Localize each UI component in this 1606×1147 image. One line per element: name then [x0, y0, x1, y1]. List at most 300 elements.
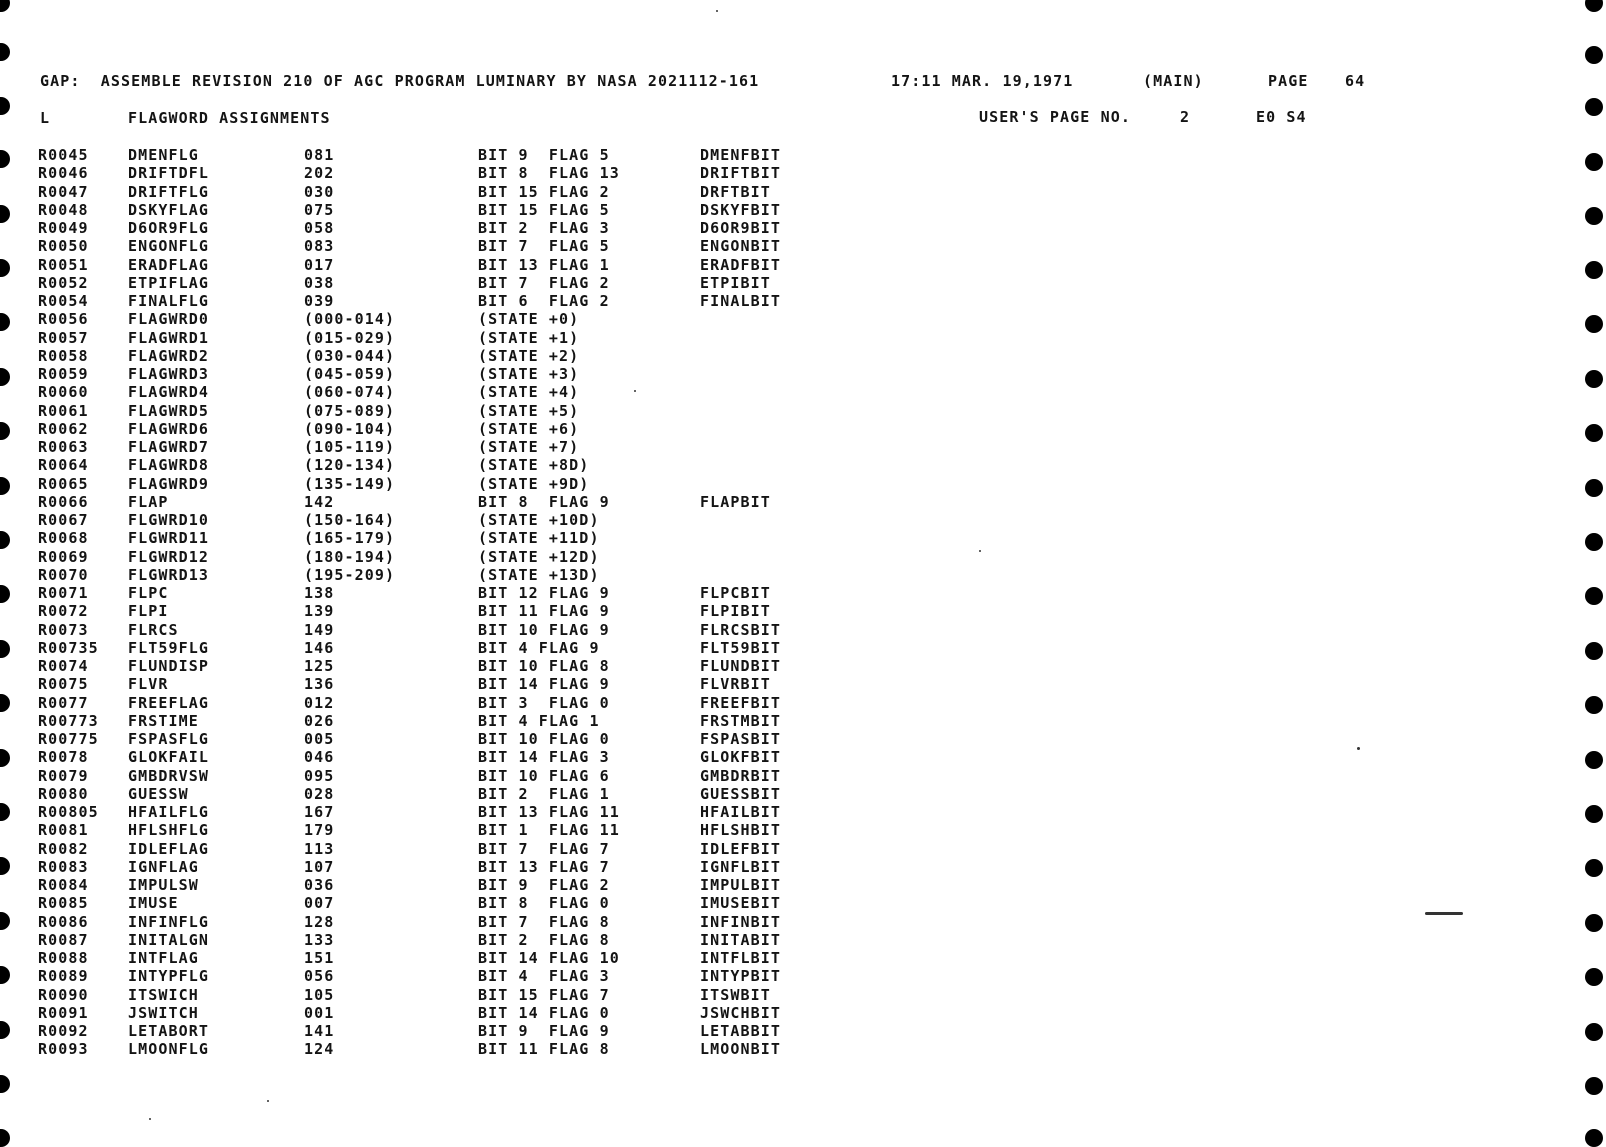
flag-name: IDLEFLAG — [128, 839, 210, 858]
bit-flag: BIT 2 FLAG 8 — [478, 930, 610, 949]
flag-name: FLRCS — [128, 620, 179, 639]
table-row — [0, 310, 1500, 328]
flag-name: FLGWRD12 — [128, 547, 210, 566]
flag-name: IMPULSW — [128, 876, 199, 894]
flag-name: FLAGWRD0 — [128, 310, 210, 329]
flag-code: 179 — [304, 821, 335, 840]
feed-hole-right — [1585, 642, 1603, 660]
edition-label: E0 S4 — [1256, 108, 1307, 126]
flag-name: FSPASFLG — [128, 730, 210, 748]
feed-hole-right — [1585, 587, 1603, 605]
flag-code: 107 — [304, 857, 335, 876]
flag-code: 136 — [304, 675, 335, 694]
flag-code: 138 — [304, 584, 335, 602]
bit-symbol: ENGONBIT — [700, 237, 782, 256]
flag-code: (120-134) — [304, 456, 396, 475]
bit-flag: BIT 7 FLAG 5 — [478, 237, 610, 256]
timestamp: 17:11 MAR. 19,1971 — [891, 72, 1074, 90]
row-id: R0056 — [38, 310, 89, 329]
flag-code: 012 — [304, 693, 335, 712]
bit-symbol: INFINBIT — [700, 912, 782, 931]
bit-flag: BIT 10 FLAG 6 — [478, 766, 610, 785]
row-id: R0090 — [38, 985, 89, 1004]
row-id: R0077 — [38, 693, 89, 712]
feed-hole-right — [1585, 914, 1603, 932]
bit-flag: BIT 10 FLAG 9 — [478, 620, 610, 639]
flag-code: (135-149) — [304, 474, 396, 493]
flag-code: 058 — [304, 219, 335, 237]
flag-name: FLAGWRD5 — [128, 401, 210, 420]
flag-code: (150-164) — [304, 511, 396, 529]
bit-symbol: FRSTMBIT — [700, 711, 782, 730]
table-row — [0, 347, 1500, 365]
flagword-table — [0, 146, 1500, 1059]
feed-hole-right — [1585, 46, 1603, 64]
bit-symbol: IGNFLBIT — [700, 857, 782, 876]
row-id: R0061 — [38, 401, 89, 420]
flag-name: FLAGWRD7 — [128, 438, 210, 456]
flag-code: 139 — [304, 602, 335, 621]
row-id: R0062 — [38, 419, 89, 438]
bit-flag: BIT 10 FLAG 0 — [478, 730, 610, 748]
table-row — [0, 511, 1500, 529]
table-row — [0, 730, 1500, 748]
flag-code: 128 — [304, 912, 335, 931]
page-label: PAGE — [1268, 72, 1309, 90]
table-row — [0, 584, 1500, 602]
table-row — [0, 201, 1500, 219]
table-row — [0, 785, 1500, 803]
bit-flag: BIT 2 FLAG 1 — [478, 784, 610, 803]
flag-name: INTFLAG — [128, 949, 199, 967]
flag-code: (195-209) — [304, 565, 396, 584]
users-page-label: USER'S PAGE NO. — [979, 108, 1131, 126]
feed-hole-right — [1585, 153, 1603, 171]
bit-symbol: INITABIT — [700, 930, 782, 949]
bit-symbol: FLUNDBIT — [700, 657, 782, 675]
bit-symbol: FLPIBIT — [700, 602, 771, 621]
flag-name: ETPIFLAG — [128, 273, 210, 292]
flag-code: 095 — [304, 766, 335, 785]
row-id: R0085 — [38, 894, 89, 913]
flag-name: ERADFLAG — [128, 255, 210, 274]
table-row — [0, 237, 1500, 255]
bit-flag: BIT 11 FLAG 9 — [478, 602, 610, 621]
bit-symbol: IMUSEBIT — [700, 894, 782, 913]
bit-flag: BIT 4 FLAG 9 — [478, 638, 600, 657]
flag-name: FLAGWRD3 — [128, 365, 210, 383]
row-id: R0091 — [38, 1003, 89, 1022]
table-row — [0, 529, 1500, 547]
feed-hole-right — [1585, 805, 1603, 823]
paper-speck — [149, 1118, 151, 1120]
flag-code: 149 — [304, 620, 335, 639]
feed-hole-right — [1585, 533, 1603, 551]
bit-flag: (STATE +2) — [478, 346, 580, 365]
table-row — [0, 657, 1500, 675]
flag-code: 030 — [304, 182, 335, 201]
flag-name: FLPC — [128, 584, 169, 602]
table-row — [0, 602, 1500, 620]
bit-flag: (STATE +7) — [478, 438, 580, 456]
bit-symbol: LETABBIT — [700, 1022, 782, 1040]
row-id: R00735 — [38, 638, 99, 657]
bit-flag: BIT 14 FLAG 9 — [478, 675, 610, 694]
flag-name: FLPI — [128, 602, 169, 621]
flag-name: LETABORT — [128, 1022, 210, 1040]
flag-name: FLAGWRD9 — [128, 474, 210, 493]
row-id: R0079 — [38, 766, 89, 785]
flag-name: INFINFLG — [128, 912, 210, 931]
feed-hole-right — [1585, 315, 1603, 333]
flag-name: ITSWICH — [128, 985, 199, 1004]
table-row — [0, 675, 1500, 693]
flag-name: D6OR9FLG — [128, 219, 210, 237]
flag-code: 151 — [304, 949, 335, 967]
flag-name: FLAP — [128, 492, 169, 511]
table-row — [0, 365, 1500, 383]
bit-flag: BIT 7 FLAG 2 — [478, 273, 610, 292]
bit-flag: BIT 4 FLAG 3 — [478, 967, 610, 986]
section-label: (MAIN) — [1143, 72, 1204, 90]
bit-symbol: GUESSBIT — [700, 784, 782, 803]
page-number: 64 — [1345, 72, 1366, 90]
flag-code: 028 — [304, 784, 335, 803]
flag-name: INTYPFLG — [128, 967, 210, 986]
row-id: R00773 — [38, 711, 99, 730]
table-row — [0, 931, 1500, 949]
flag-code: 202 — [304, 164, 335, 183]
row-id: R0068 — [38, 529, 89, 548]
bit-symbol: LMOONBIT — [700, 1040, 782, 1059]
flag-name: FLAGWRD6 — [128, 419, 210, 438]
bit-flag: (STATE +0) — [478, 310, 580, 329]
table-row — [0, 164, 1500, 182]
flag-code: (075-089) — [304, 401, 396, 420]
bit-flag: BIT 3 FLAG 0 — [478, 693, 610, 712]
bit-symbol: ETPIBIT — [700, 273, 771, 292]
bit-flag: (STATE +4) — [478, 383, 580, 402]
table-row — [0, 821, 1500, 839]
bit-flag: BIT 13 FLAG 1 — [478, 255, 610, 274]
bit-symbol: IDLEFBIT — [700, 839, 782, 858]
table-row — [0, 1040, 1500, 1058]
table-row — [0, 146, 1500, 164]
feed-hole-right — [1585, 1077, 1603, 1095]
feed-hole-left — [0, 1075, 10, 1093]
flag-name: GLOKFAIL — [128, 748, 210, 767]
flag-code: 001 — [304, 1003, 335, 1022]
table-row — [0, 639, 1500, 657]
row-id: R0057 — [38, 328, 89, 347]
flag-code: 146 — [304, 638, 335, 657]
table-row — [0, 548, 1500, 566]
bit-flag: BIT 10 FLAG 8 — [478, 657, 610, 675]
table-row — [0, 383, 1500, 401]
feed-hole-right — [1585, 968, 1603, 986]
row-id: R0047 — [38, 182, 89, 201]
flag-code: (090-104) — [304, 419, 396, 438]
table-row — [0, 475, 1500, 493]
bit-flag: BIT 6 FLAG 2 — [478, 292, 610, 310]
table-row — [0, 986, 1500, 1004]
bit-flag: (STATE +12D) — [478, 547, 600, 566]
table-row — [0, 767, 1500, 785]
bit-flag: BIT 13 FLAG 7 — [478, 857, 610, 876]
bit-symbol: DRFTBIT — [700, 182, 771, 201]
flag-name: GUESSW — [128, 784, 189, 803]
row-id: R0059 — [38, 365, 89, 383]
bit-flag: BIT 15 FLAG 5 — [478, 200, 610, 219]
bit-flag: (STATE +3) — [478, 365, 580, 383]
listing-marker: L — [40, 109, 51, 127]
flag-name: FINALFLG — [128, 292, 210, 310]
flag-name: ENGONFLG — [128, 237, 210, 256]
table-row — [0, 1004, 1500, 1022]
bit-symbol: FREEFBIT — [700, 693, 782, 712]
table-row — [0, 876, 1500, 894]
row-id: R0052 — [38, 273, 89, 292]
table-row — [0, 694, 1500, 712]
flag-code: 017 — [304, 255, 335, 274]
flag-code: 039 — [304, 292, 335, 310]
feed-hole-right — [1585, 370, 1603, 388]
table-row — [0, 493, 1500, 511]
row-id: R0089 — [38, 967, 89, 986]
bit-flag: BIT 15 FLAG 2 — [478, 182, 610, 201]
bit-flag: BIT 14 FLAG 10 — [478, 949, 620, 967]
bit-symbol: HFAILBIT — [700, 803, 782, 821]
feed-hole-left — [0, 1129, 10, 1147]
table-row — [0, 712, 1500, 730]
bit-symbol: ERADFBIT — [700, 255, 782, 274]
bit-flag: (STATE +11D) — [478, 529, 600, 548]
row-id: R0072 — [38, 602, 89, 621]
flag-code: (030-044) — [304, 346, 396, 365]
bit-flag: BIT 7 FLAG 7 — [478, 839, 610, 858]
flag-name: DRIFTDFL — [128, 164, 210, 183]
flag-code: 007 — [304, 894, 335, 913]
flag-name: FLGWRD10 — [128, 511, 210, 529]
flag-code: 075 — [304, 200, 335, 219]
bit-symbol: FLVRBIT — [700, 675, 771, 694]
paper-speck — [267, 1100, 269, 1102]
row-id: R0066 — [38, 492, 89, 511]
row-id: R0074 — [38, 657, 89, 675]
row-id: R0049 — [38, 219, 89, 237]
flag-name: IGNFLAG — [128, 857, 199, 876]
flag-code: 046 — [304, 748, 335, 767]
flag-code: (015-029) — [304, 328, 396, 347]
row-id: R0080 — [38, 784, 89, 803]
feed-hole-left — [0, 43, 10, 61]
row-id: R0063 — [38, 438, 89, 456]
table-row — [0, 913, 1500, 931]
row-id: R00775 — [38, 730, 99, 748]
flag-code: 105 — [304, 985, 335, 1004]
bit-flag: BIT 2 FLAG 3 — [478, 219, 610, 237]
row-id: R0046 — [38, 164, 89, 183]
bit-flag: BIT 14 FLAG 0 — [478, 1003, 610, 1022]
row-id: R0078 — [38, 748, 89, 767]
bit-flag: (STATE +10D) — [478, 511, 600, 529]
flag-name: FLAGWRD1 — [128, 328, 210, 347]
bit-flag: (STATE +8D) — [478, 456, 590, 475]
row-id: R0093 — [38, 1040, 89, 1059]
page-title: FLAGWORD ASSIGNMENTS — [128, 109, 331, 127]
row-id: R0048 — [38, 200, 89, 219]
bit-symbol: FLPCBIT — [700, 584, 771, 602]
feed-hole-left — [0, 0, 10, 12]
program-header: GAP: ASSEMBLE REVISION 210 OF AGC PROGRAM LUMINARY BY NASA 2021112-161 — [40, 72, 760, 90]
flag-code: 125 — [304, 657, 335, 675]
row-id: R0086 — [38, 912, 89, 931]
row-id: R0060 — [38, 383, 89, 402]
bit-flag: BIT 12 FLAG 9 — [478, 584, 610, 602]
feed-hole-right — [1585, 859, 1603, 877]
flag-code: (165-179) — [304, 529, 396, 548]
table-row — [0, 438, 1500, 456]
bit-flag: BIT 4 FLAG 1 — [478, 711, 600, 730]
row-id: R0083 — [38, 857, 89, 876]
bit-flag: (STATE +1) — [478, 328, 580, 347]
bit-symbol: FINALBIT — [700, 292, 782, 310]
flag-code: 005 — [304, 730, 335, 748]
table-row — [0, 256, 1500, 274]
table-row — [0, 621, 1500, 639]
row-id: R0064 — [38, 456, 89, 475]
row-id: R00805 — [38, 803, 99, 821]
bit-symbol: FSPASBIT — [700, 730, 782, 748]
table-row — [0, 949, 1500, 967]
flag-name: GMBDRVSW — [128, 766, 210, 785]
feed-hole-right — [1585, 207, 1603, 225]
bit-symbol: FLAPBIT — [700, 492, 771, 511]
feed-hole-right — [1585, 1023, 1603, 1041]
feed-hole-right — [1585, 0, 1603, 12]
feed-hole-right — [1585, 751, 1603, 769]
table-row — [0, 456, 1500, 474]
flag-code: 036 — [304, 876, 335, 894]
flag-code: 113 — [304, 839, 335, 858]
row-id: R0065 — [38, 474, 89, 493]
row-id: R0050 — [38, 237, 89, 256]
bit-symbol: GMBDRBIT — [700, 766, 782, 785]
flag-code: 038 — [304, 273, 335, 292]
flag-name: FLUNDISP — [128, 657, 210, 675]
row-id: R0092 — [38, 1022, 89, 1040]
row-id: R0054 — [38, 292, 89, 310]
table-row — [0, 858, 1500, 876]
bit-flag: BIT 8 FLAG 9 — [478, 492, 610, 511]
bit-symbol: IMPULBIT — [700, 876, 782, 894]
feed-hole-right — [1585, 261, 1603, 279]
row-id: R0075 — [38, 675, 89, 694]
bit-symbol: HFLSHBIT — [700, 821, 782, 840]
bit-symbol: D6OR9BIT — [700, 219, 782, 237]
row-id: R0051 — [38, 255, 89, 274]
bit-flag: BIT 13 FLAG 11 — [478, 803, 620, 821]
row-id: R0071 — [38, 584, 89, 602]
bit-flag: (STATE +5) — [478, 401, 580, 420]
feed-hole-left — [0, 97, 10, 115]
flag-name: FLGWRD13 — [128, 565, 210, 584]
bit-symbol: DRIFTBIT — [700, 164, 782, 183]
bit-flag: BIT 8 FLAG 0 — [478, 894, 610, 913]
bit-symbol: INTFLBIT — [700, 949, 782, 967]
bit-flag: BIT 7 FLAG 8 — [478, 912, 610, 931]
flag-code: 081 — [304, 146, 335, 164]
flag-name: DSKYFLAG — [128, 200, 210, 219]
row-id: R0088 — [38, 949, 89, 967]
flag-code: 133 — [304, 930, 335, 949]
row-id: R0081 — [38, 821, 89, 840]
flag-code: 141 — [304, 1022, 335, 1040]
flag-name: HFLSHFLG — [128, 821, 210, 840]
bit-flag: (STATE +13D) — [478, 565, 600, 584]
row-id: R0084 — [38, 876, 89, 894]
flag-name: DRIFTFLG — [128, 182, 210, 201]
table-row — [0, 967, 1500, 985]
bit-symbol: FLT59BIT — [700, 638, 782, 657]
bit-flag: BIT 8 FLAG 13 — [478, 164, 620, 183]
feed-hole-right — [1585, 1129, 1603, 1147]
flag-name: DMENFLG — [128, 146, 199, 164]
flag-name: FLAGWRD8 — [128, 456, 210, 475]
flag-code: (045-059) — [304, 365, 396, 383]
flag-code: 142 — [304, 492, 335, 511]
bit-symbol: DMENFBIT — [700, 146, 782, 164]
table-row — [0, 420, 1500, 438]
bit-flag: (STATE +9D) — [478, 474, 590, 493]
row-id: R0087 — [38, 930, 89, 949]
bit-symbol: INTYPBIT — [700, 967, 782, 986]
bit-symbol: FLRCSBIT — [700, 620, 782, 639]
table-row — [0, 748, 1500, 766]
feed-hole-right — [1585, 696, 1603, 714]
bit-symbol: ITSWBIT — [700, 985, 771, 1004]
table-row — [0, 1022, 1500, 1040]
flag-code: 083 — [304, 237, 335, 256]
table-row — [0, 402, 1500, 420]
flag-name: FLAGWRD4 — [128, 383, 210, 402]
flag-code: (105-119) — [304, 438, 396, 456]
table-row — [0, 803, 1500, 821]
bit-flag: BIT 11 FLAG 8 — [478, 1040, 610, 1059]
table-row — [0, 840, 1500, 858]
paper-speck — [716, 10, 718, 12]
table-row — [0, 894, 1500, 912]
flag-name: FLAGWRD2 — [128, 346, 210, 365]
flag-name: LMOONFLG — [128, 1040, 210, 1059]
flag-name: FREEFLAG — [128, 693, 210, 712]
flag-name: INITALGN — [128, 930, 210, 949]
flag-name: HFAILFLG — [128, 803, 210, 821]
flag-name: FLVR — [128, 675, 169, 694]
flag-name: FLGWRD11 — [128, 529, 210, 548]
row-id: R0067 — [38, 511, 89, 529]
flag-code: 124 — [304, 1040, 335, 1059]
table-row — [0, 566, 1500, 584]
bit-flag: BIT 9 FLAG 5 — [478, 146, 610, 164]
flag-code: 056 — [304, 967, 335, 986]
table-row — [0, 292, 1500, 310]
flag-name: FRSTIME — [128, 711, 199, 730]
row-id: R0082 — [38, 839, 89, 858]
bit-symbol: DSKYFBIT — [700, 200, 782, 219]
row-id: R0070 — [38, 565, 89, 584]
table-row — [0, 219, 1500, 237]
